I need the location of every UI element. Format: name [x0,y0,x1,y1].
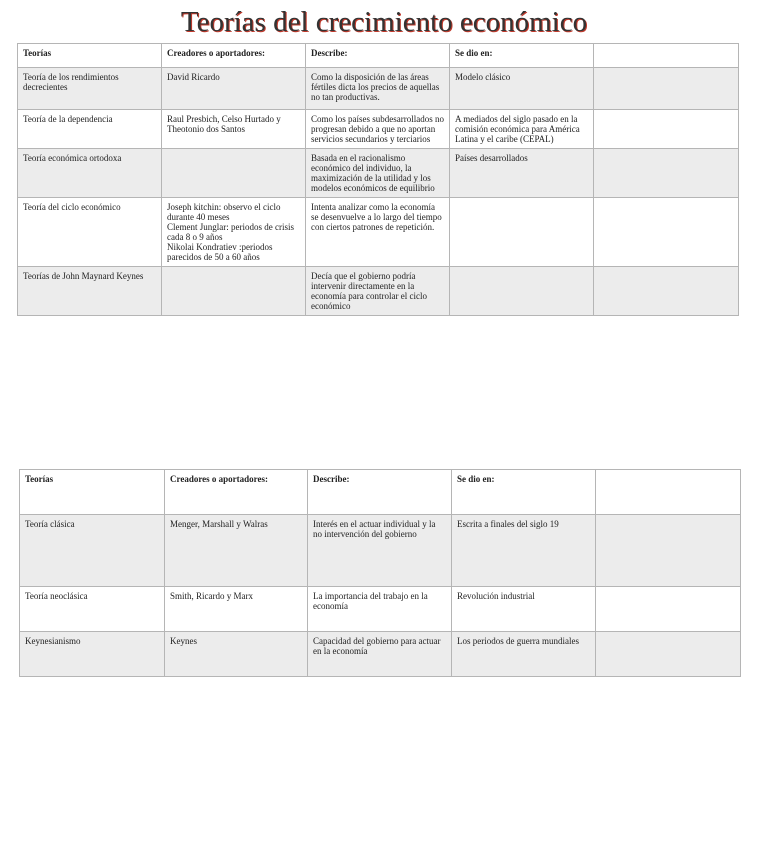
table-row [18,149,739,198]
table-cell: Intenta analizar como la economía se desenvuelve a lo largo del tiempo con ciertos patrones de repetición. [306,198,450,267]
table-row [20,515,741,587]
table-row [18,68,739,110]
table-row [18,110,739,149]
table-cell: Keynesianismo [20,632,165,677]
table-cell: Keynes [165,632,308,677]
table-cell: Teoría clásica [20,515,165,587]
table-cell [596,632,741,677]
table-cell: Decía que el gobierno podría intervenir directamente en la economía para controlar el ciclo económico [306,267,450,316]
table-cell: Interés en el actuar individual y la no intervención del gobierno [308,515,452,587]
table-header-row [18,44,739,68]
table-header-row [20,470,741,515]
table-cell [450,267,594,316]
table-row [20,587,741,632]
header-cell: Describe: [306,44,450,68]
theories-table-2 [19,469,741,677]
header-cell: Creadores o aportadores: [162,44,306,68]
table-cell: Como la disposición de las áreas fértiles dicta los precios de aquellas no tan productivas. [306,68,450,110]
table-cell: Países desarrollados [450,149,594,198]
table-cell: Modelo clásico [450,68,594,110]
header-cell: Se dio en: [452,470,596,515]
table-cell: Teoría neoclásica [20,587,165,632]
table-row [20,632,741,677]
table-cell [162,149,306,198]
table-cell [162,267,306,316]
table-cell: Smith, Ricardo y Marx [165,587,308,632]
table-cell [594,149,739,198]
table-cell [594,110,739,149]
header-cell: Teorías [20,470,165,515]
table-cell: Teoría de los rendimientos decrecientes [18,68,162,110]
table-cell: Joseph kitchin: observo el ciclo durante 40 meses Clement Junglar: periodos de crisis cada 8 o 9 años Nikolai Kondratiev :periodos parecidos de 50 a 60 años [162,198,306,267]
table-cell: Basada en el racionalismo económico del individuo, la maximización de la utilidad y los modelos económicos de equilibrio [306,149,450,198]
table-row [18,267,739,316]
table-cell [594,267,739,316]
table-cell: A mediados del siglo pasado en la comisión económica para América Latina y el caribe (CEPAL) [450,110,594,149]
table-cell: Menger, Marshall y Walras [165,515,308,587]
document-title: Teorías del crecimiento económico [180,6,588,38]
table-cell [596,515,741,587]
theories-table-1 [17,43,739,316]
table-cell [594,198,739,267]
header-cell [594,44,739,68]
header-cell [596,470,741,515]
table-cell: Teorías de John Maynard Keynes [18,267,162,316]
header-cell: Se dio en: [450,44,594,68]
header-cell: Teorías [18,44,162,68]
table-cell: Raul Presbich, Celso Hurtado y Theotonio dos Santos [162,110,306,149]
table-row [18,198,739,267]
table-cell [450,198,594,267]
table-cell: Capacidad del gobierno para actuar en la economía [308,632,452,677]
table-cell [596,587,741,632]
table-cell [594,68,739,110]
table-cell: David Ricardo [162,68,306,110]
table-cell: Teoría económica ortodoxa [18,149,162,198]
table-cell: La importancia del trabajo en la economía [308,587,452,632]
table-cell: Teoría de la dependencia [18,110,162,149]
table-cell: Revolución industrial [452,587,596,632]
header-cell: Creadores o aportadores: [165,470,308,515]
table-cell: Teoría del ciclo económico [18,198,162,267]
header-cell: Describe: [308,470,452,515]
table-cell: Escrita a finales del siglo 19 [452,515,596,587]
table-cell: Como los países subdesarrollados no progresan debido a que no aportan servicios secundarios y terciarios [306,110,450,149]
table-cell: Los periodos de guerra mundiales [452,632,596,677]
